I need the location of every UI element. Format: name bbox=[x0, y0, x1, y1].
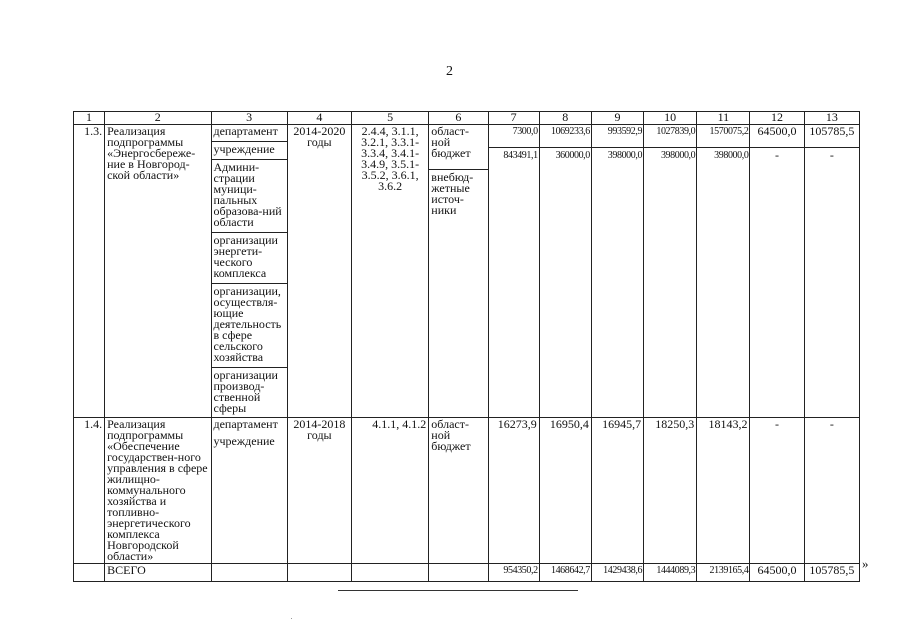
funding-source: внебюд-жетные источ-ники bbox=[429, 169, 487, 218]
executor: учреждение bbox=[213, 434, 275, 448]
program-table bbox=[73, 111, 860, 582]
value: 64500,0 bbox=[757, 124, 797, 138]
value: 398000,0 bbox=[591, 147, 643, 161]
executor: организации энергети-ческого комплекса bbox=[212, 232, 287, 281]
executor: организации, осуществля-ющие деятельность в сфере сельского хозяйства bbox=[212, 283, 287, 365]
header-cell: 1 bbox=[74, 112, 105, 125]
value: 1069233,6 bbox=[550, 126, 590, 137]
total-value: 1429438,6 bbox=[591, 564, 643, 582]
total-value: 954350,2 bbox=[488, 564, 539, 582]
header-cell: 6 bbox=[429, 112, 488, 125]
header-cell: 3 bbox=[211, 112, 287, 125]
header-cell: 5 bbox=[352, 112, 429, 125]
funding-source: област-ной бюджет bbox=[431, 124, 471, 160]
total-value: 64500,0 bbox=[750, 564, 804, 582]
value-cell bbox=[750, 125, 804, 418]
target-indicators: 2.4.4, 3.1.1, 3.2.1, 3.3.1-3.3.4, 3.4.1-3.4.9, 3.5.1-3.5.2, 3.6.1, 3.6.2 bbox=[352, 125, 429, 418]
value: 7300,0 bbox=[512, 126, 538, 137]
value: 398000,0 bbox=[644, 147, 697, 161]
value-cell bbox=[804, 125, 859, 418]
value: - bbox=[750, 418, 804, 564]
scan-speck bbox=[291, 618, 292, 619]
header-cell: 13 bbox=[804, 112, 859, 125]
table-row bbox=[74, 125, 860, 418]
target-indicators: 4.1.1, 4.1.2 bbox=[352, 418, 429, 564]
header-cell: 8 bbox=[539, 112, 591, 125]
value: - bbox=[750, 147, 803, 161]
closing-quote: » bbox=[862, 556, 869, 571]
total-value: 2139165,4 bbox=[697, 564, 750, 582]
header-cell: 12 bbox=[750, 112, 804, 125]
header-cell: 2 bbox=[105, 112, 211, 125]
total-row bbox=[74, 564, 860, 582]
executors-cell bbox=[211, 418, 287, 564]
activity-name: Реализация подпрограммы «Обеспечение государствен-ного управления в сфере жилищно-коммунального хозяйства и топливно-энергетического комплекса Новгородской области» bbox=[105, 418, 211, 564]
value: 398000,0 bbox=[697, 147, 750, 161]
value-cell bbox=[591, 125, 643, 418]
total-value: 1444089,3 bbox=[644, 564, 697, 582]
footnote-divider bbox=[338, 590, 578, 591]
value: 16950,4 bbox=[539, 418, 591, 564]
executor: организации производ-ственной сферы bbox=[212, 367, 287, 416]
row-number: 1.4. bbox=[74, 418, 105, 564]
header-cell: 7 bbox=[488, 112, 539, 125]
value: 360000,0 bbox=[539, 147, 591, 161]
value-cell bbox=[644, 125, 697, 418]
executor: учреждение bbox=[212, 141, 287, 157]
header-cell: 10 bbox=[644, 112, 697, 125]
value: 16273,9 bbox=[488, 418, 539, 564]
value: 843491,1 bbox=[488, 147, 539, 161]
value-cell bbox=[488, 125, 539, 418]
value: 1027839,0 bbox=[656, 126, 696, 137]
value: 16945,7 bbox=[591, 418, 643, 564]
header-cell: 4 bbox=[287, 112, 351, 125]
value: - bbox=[804, 418, 859, 564]
value: 105785,5 bbox=[809, 124, 855, 138]
activity-name: Реализация подпрограммы «Энергосбереже-ние в Новгород-ской области» bbox=[105, 125, 211, 418]
funding-source-cell bbox=[429, 125, 488, 418]
years: 2014-2018 годы bbox=[287, 418, 351, 564]
value: 18143,2 bbox=[697, 418, 750, 564]
executors-cell bbox=[211, 125, 287, 418]
value-cell bbox=[539, 125, 591, 418]
value: 1570075,2 bbox=[709, 126, 749, 137]
total-label: ВСЕГО bbox=[105, 564, 211, 582]
executor: департамент bbox=[213, 124, 278, 138]
value-cell bbox=[697, 125, 750, 418]
total-value: 1468642,7 bbox=[539, 564, 591, 582]
page-number: 2 bbox=[446, 64, 453, 79]
years: 2014-2020 годы bbox=[287, 125, 351, 418]
executor: Админи-страции муници-пальных образова-ний области bbox=[212, 159, 287, 230]
funding-source: област-ной бюджет bbox=[429, 418, 488, 564]
header-cell: 9 bbox=[591, 112, 643, 125]
row-number: 1.3. bbox=[74, 125, 105, 418]
table-row bbox=[74, 418, 860, 564]
value: - bbox=[805, 147, 859, 161]
value: 993592,9 bbox=[607, 126, 643, 137]
value: 18250,3 bbox=[644, 418, 697, 564]
executor: департамент bbox=[213, 417, 278, 431]
header-cell: 11 bbox=[697, 112, 750, 125]
header-row bbox=[74, 112, 860, 125]
total-value: 105785,5 bbox=[804, 564, 859, 582]
